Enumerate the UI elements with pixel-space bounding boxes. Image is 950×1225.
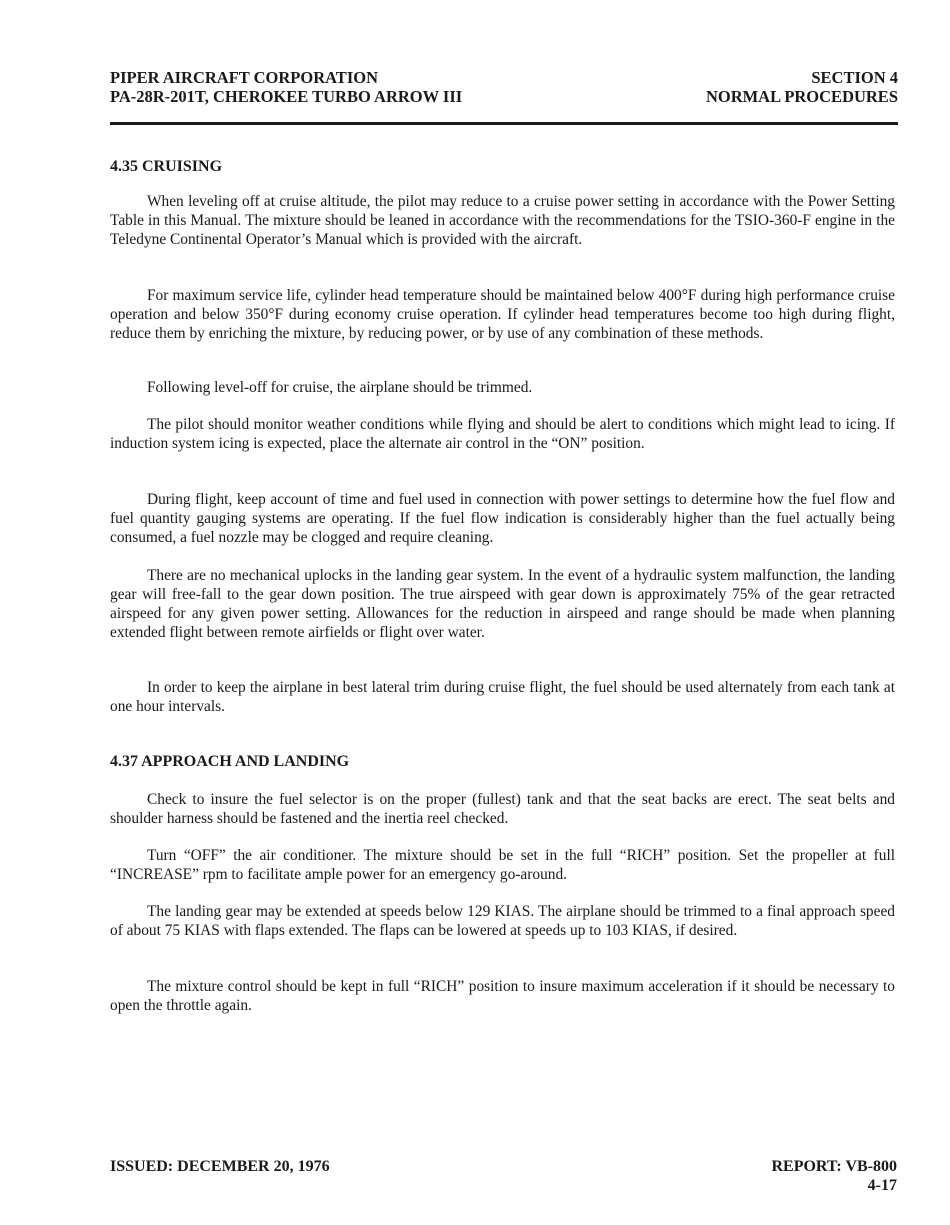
paragraph: In order to keep the airplane in best lateral trim during cruise flight, the fuel should be used alternately from each tank at one hour intervals.: [110, 679, 895, 715]
company-name: PIPER AIRCRAFT CORPORATION: [110, 68, 378, 87]
paragraph: During flight, keep account of time and fuel used in connection with power settings to determine how the fuel flow and fuel quantity gauging systems are operating. If the fuel flow indication is considerably higher than the fuel actually being consumed, a fuel nozzle may be clogged and require cleaning.: [110, 491, 895, 546]
paragraph: The mixture control should be kept in full “RICH” position to insure maximum acceleration if it should be necessary to open the throttle again.: [110, 978, 895, 1014]
header-divider: [110, 122, 898, 125]
aircraft-model: PA-28R-201T, CHEROKEE TURBO ARROW III: [110, 87, 463, 106]
paragraph: The landing gear may be extended at speeds below 129 KIAS. The airplane should be trimmed to a final approach speed of about 75 KIAS with flaps extended. The flaps can be lowered at speeds up to 103 KIAS, if desired.: [110, 903, 895, 939]
section-heading-approach-landing: 4.37 APPROACH AND LANDING: [110, 753, 350, 770]
section-title: NORMAL PROCEDURES: [705, 87, 898, 106]
paragraph: When leveling off at cruise altitude, the pilot may reduce to a cruise power setting in accordance with the Power Setting Table in this Manual. The mixture should be leaned in accordance with the recommendations for the TSIO-360-F engine in the Teledyne Continental Operator’s Manual which is provided with the aircraft.: [110, 193, 895, 248]
section-heading-cruising: 4.35 CRUISING: [110, 158, 223, 175]
paragraph: The pilot should monitor weather conditions while flying and should be alert to conditions which might lead to icing. If induction system icing is expected, place the alternate air control in the “ON” position.: [110, 416, 895, 452]
issue-date: ISSUED: DECEMBER 20, 1976: [110, 1158, 330, 1175]
header-left: [110, 68, 462, 106]
page-footer-right: [771, 1157, 897, 1195]
paragraph: Following level-off for cruise, the airplane should be trimmed.: [147, 379, 533, 396]
paragraph: Turn “OFF” the air conditioner. The mixture should be set in the full “RICH” position. Set the propeller at full “INCREASE” rpm to facilitate ample power for an emergency go-around.: [110, 847, 895, 883]
paragraph: Check to insure the fuel selector is on the proper (fullest) tank and that the seat backs are erect. The seat belts and shoulder harness should be fastened and the inertia reel checked.: [110, 791, 895, 827]
page-number: 4-17: [867, 1177, 897, 1194]
paragraph: For maximum service life, cylinder head temperature should be maintained below 400°F during high performance cruise operation and below 350°F during economy cruise operation. If cylinder head temperatures become too high during flight, reduce them by enriching the mixture, by reducing power, or by use of any combination of these methods.: [110, 287, 895, 342]
report-number: REPORT: VB-800: [771, 1158, 897, 1175]
paragraph: There are no mechanical uplocks in the landing gear system. In the event of a hydraulic system malfunction, the landing gear will free-fall to the gear down position. The true airspeed with gear down is approximately 75% of the gear retracted airspeed for any given power setting. Allowances for the reduction in airspeed and range should be made when planning extended flight between remote airfields or flight over water.: [110, 567, 895, 641]
header-right: [706, 68, 898, 106]
section-number: SECTION 4: [811, 68, 898, 87]
